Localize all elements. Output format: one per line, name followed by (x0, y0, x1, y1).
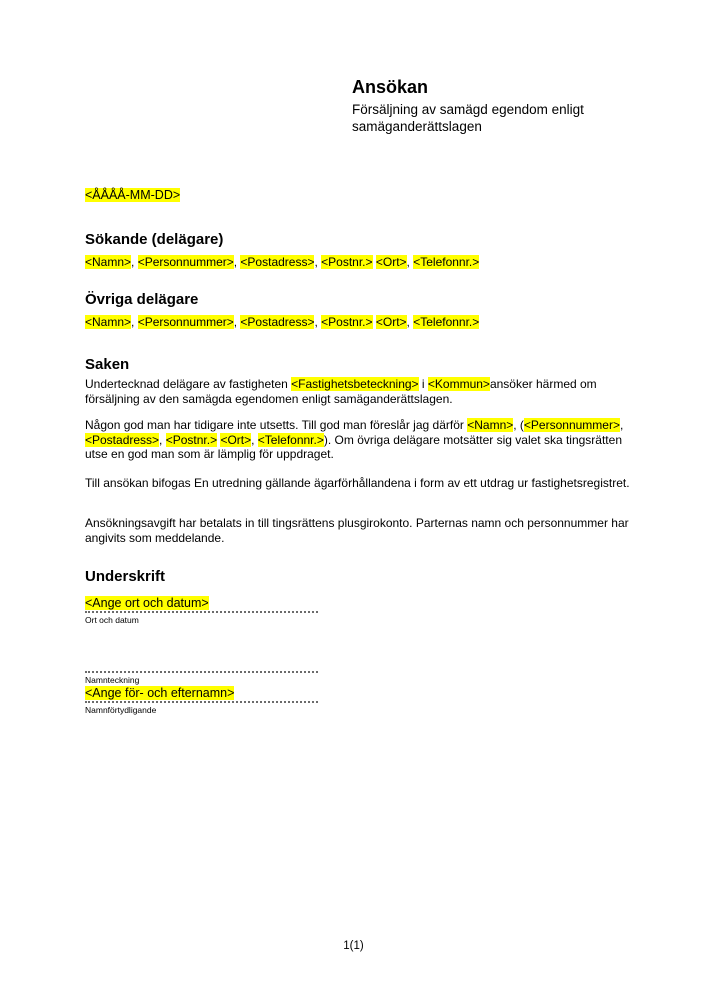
text-run: , (314, 315, 322, 329)
document-subtitle: Försäljning av samägd egendom enligt samäganderättslagen (352, 102, 584, 134)
placeholder-highlight[interactable]: <Ort> (375, 315, 407, 329)
placeholder-highlight[interactable]: <Telefonnr.> (413, 315, 480, 329)
placeholder-highlight[interactable]: <Postadress> (240, 255, 315, 269)
signature-field-namnfortydligande (85, 686, 318, 715)
document-title: Ansökan (352, 77, 429, 97)
saken-paragraph-3: Till ansökan bifogas En utredning gällande ägarförhållandena i form av ett utdrag ur fastighetsregistret. (85, 476, 630, 490)
text-run: , (233, 315, 241, 329)
namnteckning-label: Namnteckning (85, 675, 140, 685)
text-run: , (251, 432, 258, 447)
text-run: , (131, 315, 138, 329)
date-line (85, 188, 180, 203)
ort-datum-value (85, 596, 318, 611)
placeholder-highlight[interactable]: <Fastighetsbeteckning> (291, 377, 419, 391)
placeholder-highlight[interactable]: <Postnr.> (321, 255, 373, 269)
placeholder-highlight[interactable]: <Personnummer> (523, 418, 620, 432)
ort-datum-placeholder[interactable]: <Ange ort och datum> (85, 596, 209, 610)
saken-paragraph-4: Ansökningsavgift har betalats in till tingsrättens plusgirokonto. Parternas namn och personnummer har angivits som meddelande. (85, 516, 629, 545)
placeholder-highlight[interactable]: <Postadress> (85, 432, 160, 447)
dotted-signature-line (85, 671, 318, 673)
text-run: , ( (513, 418, 524, 432)
text-run: i (418, 377, 428, 391)
namn-placeholder[interactable]: <Ange för- och efternamn> (85, 686, 235, 700)
placeholder-highlight[interactable]: <Ort> (375, 255, 407, 269)
placeholder-highlight[interactable]: <Postnr.> (165, 432, 218, 447)
placeholder-highlight[interactable]: <Namn> (85, 315, 132, 329)
placeholder-highlight[interactable]: <Telefonnr.> (413, 255, 480, 269)
placeholder-highlight[interactable]: <Telefonnr.> (257, 432, 324, 447)
date-placeholder[interactable]: <ÅÅÅÅ-MM-DD> (85, 188, 181, 202)
placeholder-highlight[interactable]: <Postadress> (240, 315, 315, 329)
sokande-party-line (85, 255, 479, 270)
namn-value (85, 686, 318, 701)
placeholder-highlight[interactable]: <Postnr.> (321, 315, 373, 329)
text-run: ). Om övriga delägare motsätter sig valet ska tingsrätten utse en god man som är lämplig för uppdraget. (85, 432, 622, 462)
saken-paragraph-1 (85, 377, 633, 406)
text-run: , (159, 432, 166, 447)
text-run: , (233, 255, 241, 269)
placeholder-highlight[interactable]: <Kommun> (427, 377, 490, 391)
section-heading-saken: Saken (85, 356, 130, 373)
placeholder-highlight[interactable]: <Namn> (467, 418, 514, 432)
text-run: Någon god man har tidigare inte utsetts. Till god man föreslår jag därför (85, 418, 468, 432)
text-run: , (314, 255, 322, 269)
namnfortydligande-label: Namnförtydligande (85, 705, 157, 715)
placeholder-highlight[interactable]: <Namn> (85, 255, 132, 269)
section-heading-sokande: Sökande (delägare) (85, 231, 224, 248)
section-heading-underskrift: Underskrift (85, 568, 166, 585)
placeholder-highlight[interactable]: <Ort> (220, 432, 252, 447)
signature-field-namnteckning (85, 671, 318, 685)
text-run: Undertecknad delägare av fastigheten (85, 377, 292, 391)
ovriga-party-line (85, 315, 479, 330)
section-heading-ovriga: Övriga delägare (85, 291, 199, 308)
text-run: , (131, 255, 138, 269)
ort-datum-label: Ort och datum (85, 615, 139, 625)
dotted-signature-line (85, 611, 318, 613)
text-run: , (619, 418, 624, 432)
saken-paragraph-2 (85, 418, 633, 462)
placeholder-highlight[interactable]: <Personnummer> (137, 255, 234, 269)
page-number: 1(1) (343, 940, 364, 952)
placeholder-highlight[interactable]: <Personnummer> (137, 315, 234, 329)
signature-field-ort-datum (85, 596, 318, 625)
document-header (352, 76, 614, 135)
dotted-signature-line (85, 701, 318, 703)
text-run: ansöker härmed om försäljning av den samägda egendomen enligt samäganderättslagen. (85, 377, 597, 406)
text-run: , (406, 255, 414, 269)
text-run: , (406, 315, 414, 329)
